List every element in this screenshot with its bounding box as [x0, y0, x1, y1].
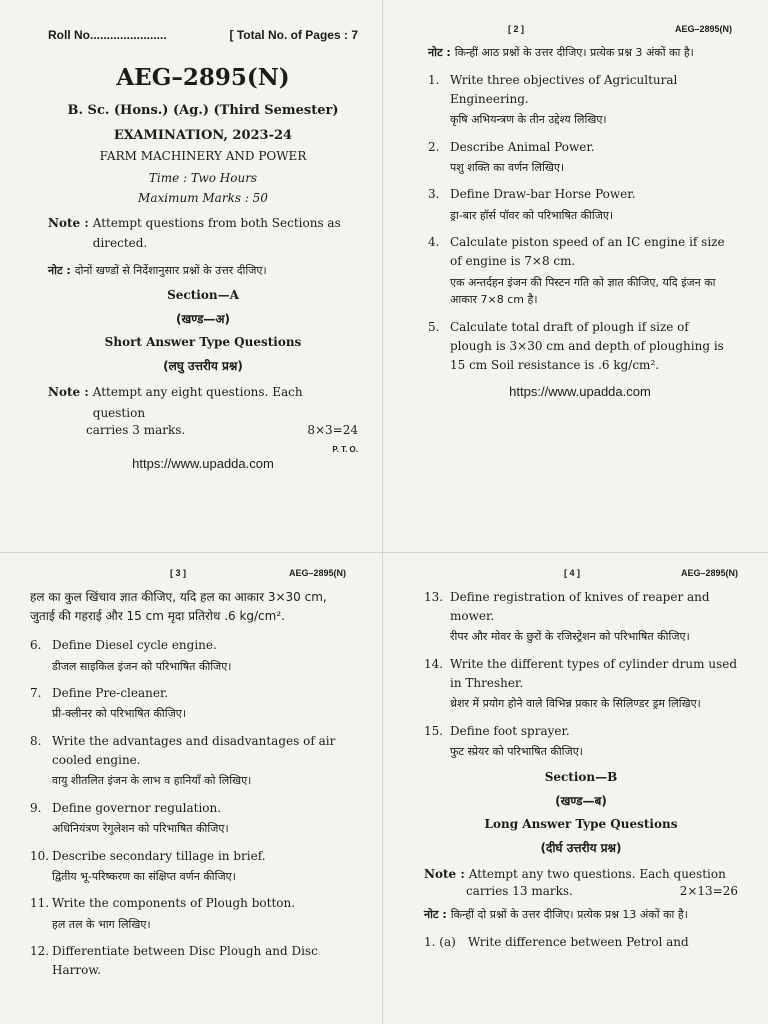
question-8 [30, 732, 346, 790]
page-3 [0, 560, 384, 1024]
page-number: [ 3 ] [170, 568, 187, 578]
question-number: 3. [428, 187, 440, 202]
question-hindi: रीपर और मोवर के छुरों के रजिस्ट्रेशन को परिभाषित कीजिए। [450, 630, 690, 644]
question-number: 14. [424, 656, 444, 671]
question-text: Write the components of Plough botton. [52, 896, 296, 911]
page-header [428, 24, 732, 34]
question-text: Define Pre-cleaner. [52, 686, 169, 701]
note-label: Note : [424, 866, 465, 881]
note-hi-text: किन्हीं दो प्रश्नों के उत्तर दीजिए। प्रत्येक प्रश्न 13 अंकों का है। [450, 908, 688, 922]
continued-text: हल का कुल खिंचाव ज्ञात कीजिए, यदि हल का आकार 3×30 cm, जुताई की गहराई और 15 cm मृदा प्रतिरोध .6 kg/cm². [30, 590, 327, 624]
header-code: AEG–2895(N) [674, 24, 732, 34]
note-attempt [48, 382, 358, 423]
question-number: 12. [30, 944, 50, 959]
note-english [48, 213, 358, 254]
question-hindi: पशु शक्ति का वर्णन लिखिए। [450, 160, 565, 174]
question-10 [30, 847, 346, 886]
question-hindi: अधिनियंत्रण रेगुलेशन को परिभाषित कीजिए। [52, 822, 229, 836]
note2-text: Attempt any eight questions. Each question [92, 385, 303, 420]
marks-row [48, 423, 358, 437]
question-number: 5. [428, 319, 440, 334]
question-1a [424, 933, 738, 952]
note-label: Note : [48, 216, 89, 230]
note-hi-label: नोट : [48, 263, 71, 277]
question-text: Define foot sprayer. [450, 723, 570, 738]
long-answer-hindi: (दीर्घ उत्तरीय प्रश्न) [540, 840, 622, 855]
page-number: [ 4 ] [564, 568, 581, 578]
question-4 [428, 233, 732, 309]
note-hindi [424, 906, 738, 925]
question-15 [424, 722, 738, 761]
question-text: Write the advantages and disadvantages of air cooled engine. [52, 733, 336, 768]
marks-breakdown: 8×3=24 [307, 423, 358, 438]
course-title: B. Sc. (Hons.) (Ag.) (Third Semester) [67, 103, 339, 118]
question-text: Define Diesel cycle engine. [52, 638, 217, 653]
section-a-hindi: (खण्ड—अ) [175, 312, 231, 327]
question-text: Define governor regulation. [52, 800, 222, 815]
header-code: AEG–2895(N) [680, 568, 738, 578]
marks-breakdown: 2×13=26 [679, 884, 738, 899]
question-text: Write difference between Petrol and [468, 934, 689, 949]
source-url: https://www.upadda.com [509, 384, 651, 400]
question-text: Define Draw-bar Horse Power. [450, 187, 636, 202]
question-number: 10. [30, 848, 50, 863]
question-hindi: कृषि अभियन्त्रण के तीन उद्देश्य लिखिए। [450, 113, 607, 127]
question-hindi: ड्रा-बार हॉर्स पॉवर को परिभाषित कीजिए। [450, 208, 614, 222]
exam-title: EXAMINATION, 2023-24 [113, 128, 293, 143]
note-hi-label: नोट : [428, 46, 451, 59]
question-hindi: हल तल के भाग लिखिए। [52, 917, 151, 931]
page-divider-horizontal [0, 552, 768, 553]
section-a-title: Section—A [167, 288, 239, 303]
question-7 [30, 684, 346, 723]
note2-label: Note : [48, 385, 89, 400]
question-number: 9. [30, 800, 42, 815]
note-attempt [424, 864, 738, 884]
question-text: Describe Animal Power. [450, 139, 595, 154]
page-header [30, 568, 346, 578]
pto-label: P. T. O. [332, 445, 358, 455]
note-hi-label: नोट : [424, 908, 447, 922]
page-4 [384, 560, 768, 1024]
page-number: [ 2 ] [508, 24, 525, 34]
time-info: Time : Two Hours [148, 171, 258, 185]
question-number: 6. [30, 638, 42, 653]
long-answer-title: Long Answer Type Questions [484, 816, 678, 831]
note-hindi [48, 262, 358, 281]
question-6 [30, 636, 346, 675]
paper-code: AEG–2895(N) [116, 64, 290, 91]
header-code: AEG–2895(N) [288, 568, 346, 578]
question-number: 1. [428, 72, 440, 87]
question-text: Write three objectives of Agricultural Engineering. [450, 72, 678, 106]
question-text: Describe secondary tillage in brief. [52, 848, 266, 863]
note-hi-text: दोनों खण्डों से निर्देशानुसार प्रश्नों के उत्तर दीजिए। [74, 263, 267, 277]
note-hi-text: किन्हीं आठ प्रश्नों के उत्तर दीजिए। प्रत्येक प्रश्न 3 अंकों का है। [454, 46, 694, 59]
question-hindi: प्री-क्लीनर को परिभाषित कीजिए। [52, 707, 186, 721]
question-9 [30, 799, 346, 838]
short-answer-hindi: (लघु उत्तरीय प्रश्न) [163, 359, 243, 374]
question-14 [424, 655, 738, 713]
total-pages: [ Total No. of Pages : 7 [229, 28, 358, 42]
question-5 [428, 318, 732, 376]
roll-number: Roll No....................... [48, 28, 167, 42]
question-number: 8. [30, 733, 42, 748]
question-text: Define registration of knives of reaper and mower. [450, 590, 710, 624]
question-2 [428, 138, 732, 177]
question-hindi: एक अन्तर्दहन इंजन की पिस्टन गति को ज्ञात कीजिए, यदि इंजन का आकार 7×8 cm है। [450, 275, 716, 307]
question-text: Write the different types of cylinder drum used in Thresher. [450, 656, 738, 691]
question-number: 7. [30, 686, 42, 701]
question-hindi: डीजल साइकिल इंजन को परिभाषित कीजिए। [52, 659, 232, 673]
question-number: 15. [424, 723, 444, 738]
section-b-title: Section—B [544, 769, 618, 784]
note-hindi [428, 44, 732, 63]
question-hindi: वायु शीतलित इंजन के लाभ व हानियाँ को लिखिए। [52, 774, 252, 788]
section-b-hindi: (खण्ड—ब) [555, 793, 607, 808]
question-number: 1. (a) [424, 934, 456, 949]
question-12 [30, 942, 346, 980]
max-marks: Maximum Marks : 50 [138, 191, 268, 205]
question-11 [30, 894, 346, 933]
question-text: Calculate piston speed of an IC engine if size of engine is 7×8 cm. [450, 235, 725, 269]
note2-line2: carries 3 marks. [86, 423, 186, 438]
source-url: https://www.upadda.com [132, 456, 274, 472]
question-3 [428, 185, 732, 224]
page-header [424, 568, 738, 578]
question-number: 13. [424, 590, 444, 604]
question-hindi: फुट स्प्रेयर को परिभाषित कीजिए। [450, 745, 583, 759]
question-hindi: थ्रेशर में प्रयोग होने वाले विभिन्न प्रकार के सिलिण्डर ड्रम लिखिए। [450, 697, 701, 711]
marks-row [424, 884, 738, 898]
question-text: Calculate total draft of plough if size of plough is 3×30 cm and depth of ploughing is 15 cm Soil resistance is .6 kg/cm². [450, 319, 724, 373]
question-1 [428, 71, 732, 129]
question-number: 11. [30, 896, 50, 911]
note-text: Attempt questions from both Sections as directed. [92, 216, 341, 251]
question-text: Differentiate between Disc Plough and Disc Harrow. [52, 944, 318, 978]
question-number: 4. [428, 235, 440, 250]
note-text: Attempt any two questions. Each question [468, 866, 726, 881]
roll-row [48, 28, 358, 42]
page-1 [0, 0, 384, 548]
question-hindi: द्वितीय भू-परिष्करण का संक्षिप्त वर्णन कीजिए। [52, 869, 236, 883]
page-2 [384, 0, 768, 548]
short-answer-title: Short Answer Type Questions [104, 335, 302, 350]
subject-title: FARM MACHINERY AND POWER [99, 149, 307, 163]
note-line2: carries 13 marks. [466, 884, 573, 899]
question-number: 2. [428, 139, 440, 154]
question-13 [424, 588, 738, 646]
